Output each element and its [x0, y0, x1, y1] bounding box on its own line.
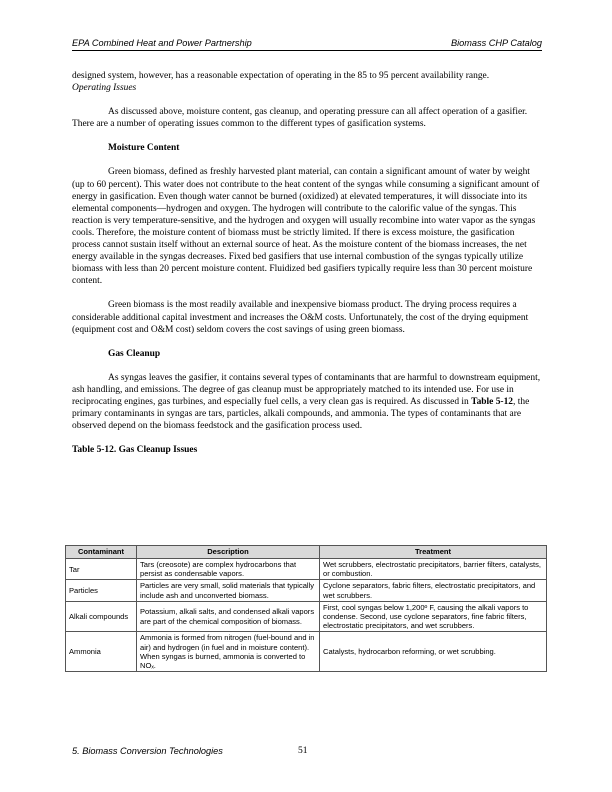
cell-description: Tars (creosote) are complex hydrocarbons that persist as condensable vapors. [137, 559, 320, 580]
paragraph-4-b: , the primary contaminants in syngas are tars, particles, alkali compounds, and ammonia. The types of contaminants that are observed depend on the biomass feedstock and the gasification process used. [72, 396, 530, 432]
footer-section-title: 5. Biomass Conversion Technologies [72, 746, 223, 756]
column-header-description: Description [137, 546, 320, 559]
paragraph-4 [72, 372, 542, 432]
table-row [66, 580, 547, 601]
table-header-row [66, 546, 547, 559]
cell-treatment: Catalysts, hydrocarbon reforming, or wet scrubbing. [320, 632, 547, 672]
moisture-content-heading: Moisture Content [108, 143, 180, 154]
paragraph-3: Green biomass is the most readily available and inexpensive biomass product. The drying process requires a considerable additional capital investment and increases the O&M costs. Unfortunately, the cost of the drying equipment (equipment cost and O&M cost) seldom covers the cost savings of using green biomass. [72, 300, 529, 335]
paragraph-1: As discussed above, moisture content, gas cleanup, and operating pressure can all affect operation of a gasifier. There are a number of operating issues common to the different types of gasification systems. [72, 107, 528, 130]
table-reference: Table 5-12 [471, 396, 514, 407]
cell-contaminant: Particles [66, 580, 137, 601]
page-header [72, 38, 542, 51]
cell-contaminant: Tar [66, 559, 137, 580]
page-number: 51 [298, 746, 308, 756]
cell-description: Potassium, alkali salts, and condensed alkali vapors are part of the chemical composition of biomass. [137, 601, 320, 632]
cell-description: Particles are very small, solid materials that typically include ash and unconverted biomass. [137, 580, 320, 601]
cell-contaminant: Alkali compounds [66, 601, 137, 632]
cell-contaminant: Ammonia [66, 632, 137, 672]
table-row [66, 632, 547, 672]
header-left: EPA Combined Heat and Power Partnership [72, 38, 252, 48]
table-row [66, 601, 547, 632]
table-row [66, 559, 547, 580]
cell-treatment: Wet scrubbers, electrostatic precipitators, barrier filters, catalysts, or combustion. [320, 559, 547, 580]
page-body [72, 70, 542, 456]
header-right: Biomass CHP Catalog [450, 38, 542, 48]
gas-cleanup-table [65, 545, 547, 672]
paragraph-4-a: As syngas leaves the gasifier, it contains several types of contaminants that are harmful to downstream equipment, ash handling, and emissions. The degree of gas cleanup must be appropriately matched to its intended use. For use in reciprocating engines, gas turbines, and especially fuel cells, a very clean gas is required. As discussed in [72, 372, 541, 407]
column-header-treatment: Treatment [320, 546, 547, 559]
cell-treatment: First, cool syngas below 1,200º F, causing the alkali vapors to condense. Second, use cyclone separators, fine fabric filters, electrostatic precipitators, and wet scrubbers. [320, 601, 547, 632]
table-caption: Table 5-12. Gas Cleanup Issues [72, 445, 198, 456]
column-header-contaminant: Contaminant [66, 546, 137, 559]
cell-treatment: Cyclone separators, fabric filters, electrostatic precipitators, and wet scrubbers. [320, 580, 547, 601]
paragraph-2: Green biomass, defined as freshly harvested plant material, can contain a significant amount of water by weight (up to 60 percent). This water does not contribute to the heat content of the syngas while consuming a significant amount of energy in gasification. Even though water cannot be burned (oxidized) at elevated temperatures, it will dissociate into its elemental components—hydrogen and oxygen. The hydrogen will contribute to the calorific value of the syngas. This reaction is very temperature-sensitive, and the hydrogen and oxygen will usually recombine into water vapor as the syngas cools. Therefore, the moisture content of biomass must be strictly limited. If there is excess moisture, the gasification process cannot sustain itself without an external source of heat. As the moisture content of the biomass increases, the net energy available in the syngas decreases. Fixed bed gasifiers that use internal combustion of the syngas typically utilize biomass with less than 20 percent moisture content. Fluidized bed gasifiers typically require less than 30 percent moisture content. [72, 167, 540, 287]
operating-issues-heading: Operating Issues [72, 83, 137, 94]
paragraph-0: designed system, however, has a reasonable expectation of operating in the 85 to 95 percent availability range. [72, 71, 490, 81]
gas-cleanup-heading: Gas Cleanup [108, 348, 161, 359]
cell-description: Ammonia is formed from nitrogen (fuel-bound and in air) and hydrogen (in fuel and in moisture content). When syngas is burned, ammonia is converted to NOₓ. [137, 632, 320, 672]
